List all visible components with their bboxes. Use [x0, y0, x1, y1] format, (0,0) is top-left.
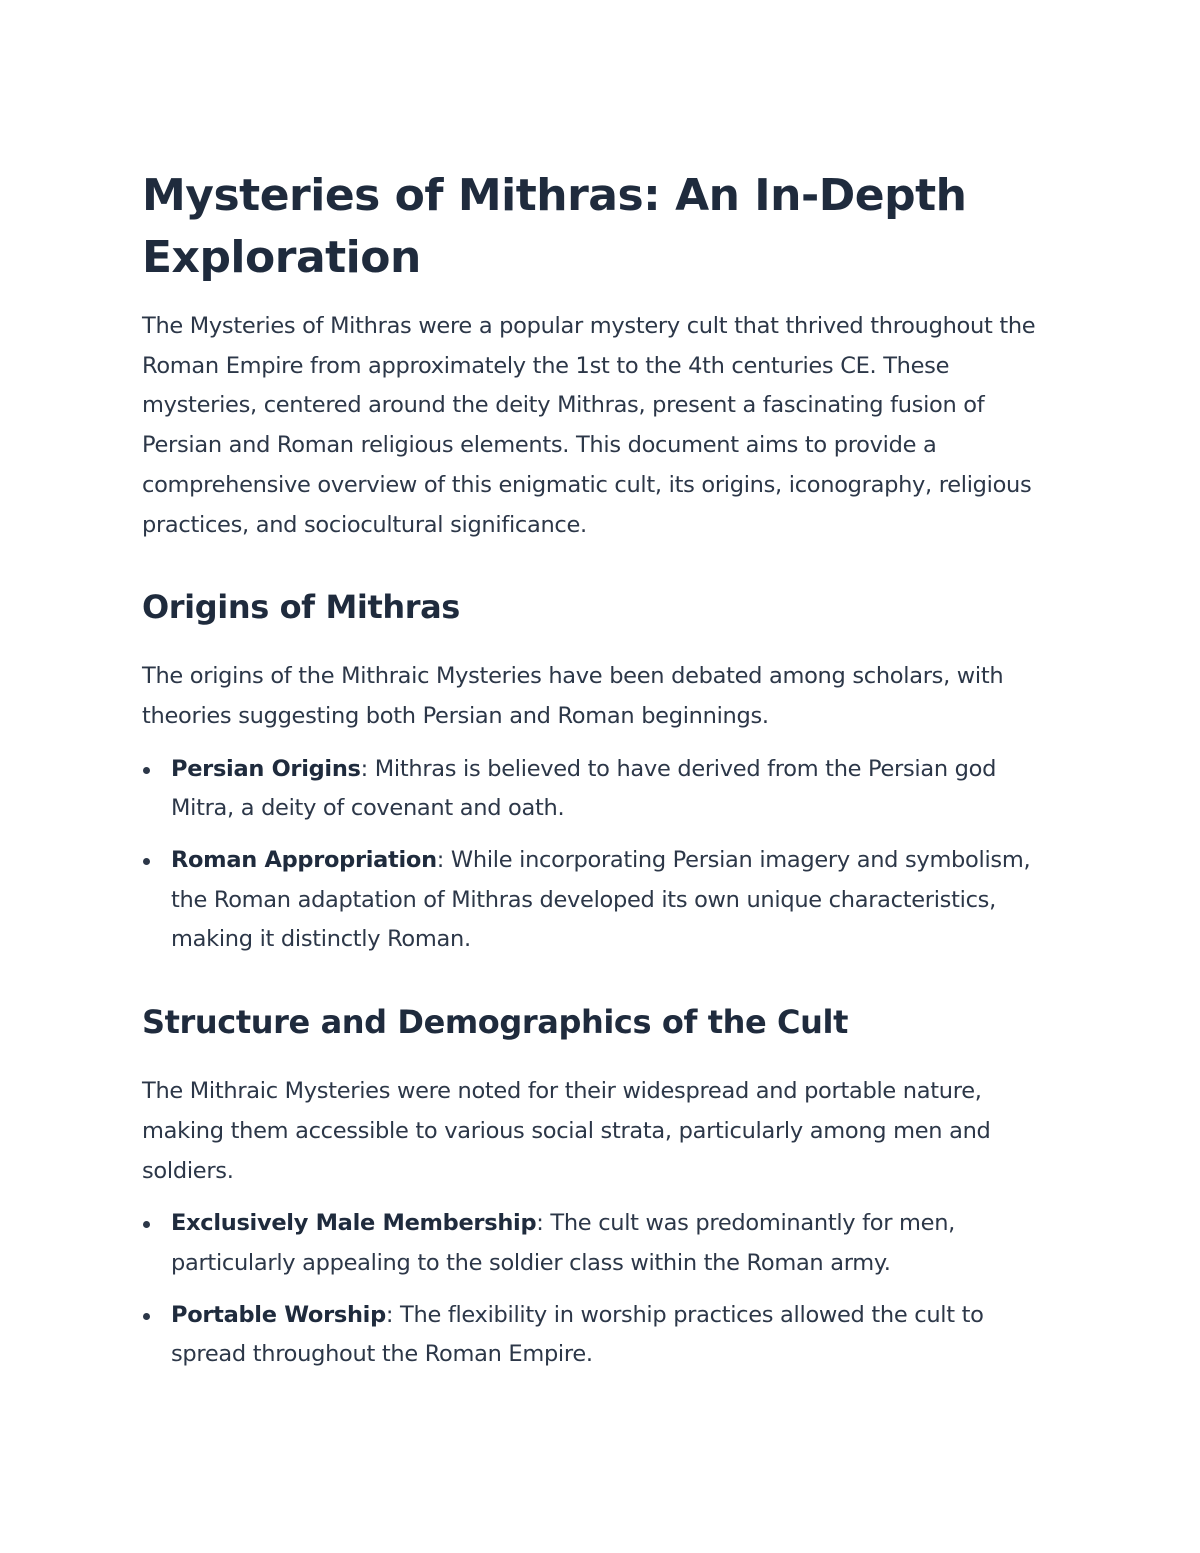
- document-page: [142, 165, 1062, 1375]
- bullet-icon: [143, 858, 150, 865]
- list-item: [142, 750, 1062, 829]
- bullet-list-origins: [142, 750, 1062, 961]
- list-item-text: : Mithras is believed to have derived from the Persian god Mitra, a deity of covenant and oath.: [171, 755, 997, 822]
- list-item-text: : The flexibility in worship practices allowed the cult to spread throughout the Roman Empire.: [171, 1301, 984, 1368]
- bullet-icon: [143, 1221, 150, 1228]
- section-paragraph-structure: The Mithraic Mysteries were noted for their widespread and portable nature, making them accessible to various social strata, particularly among men and soldiers.: [142, 1078, 991, 1184]
- section-paragraph-origins: The origins of the Mithraic Mysteries have been debated among scholars, with theories suggesting both Persian and Roman beginnings.: [142, 663, 1004, 729]
- page-title: Mysteries of Mithras: An In-Depth Exploration: [142, 170, 967, 283]
- bullet-list-structure: [142, 1204, 1062, 1375]
- list-item-term: Exclusively Male Membership: [171, 1210, 537, 1237]
- section-heading-origins: Origins of Mithras: [142, 588, 460, 627]
- list-item: [142, 841, 1062, 960]
- list-item-term: Roman Appropriation: [171, 847, 437, 874]
- list-item-term: Persian Origins: [171, 755, 361, 782]
- list-item-text: : While incorporating Persian imagery and symbolism, the Roman adaptation of Mithras developed its own unique characteristics, making it distinctly Roman.: [171, 847, 1031, 953]
- list-item: [142, 1296, 1062, 1375]
- section-heading-structure: Structure and Demographics of the Cult: [142, 1003, 848, 1042]
- list-item: [142, 1204, 1062, 1283]
- list-item-term: Portable Worship: [171, 1301, 386, 1328]
- list-item-text: : The cult was predominantly for men, particularly appealing to the soldier class within the Roman army.: [171, 1210, 956, 1276]
- bullet-icon: [143, 767, 150, 774]
- bullet-icon: [143, 1313, 150, 1320]
- intro-paragraph: The Mysteries of Mithras were a popular mystery cult that thrived throughout the Roman Empire from approximately the 1st to the 4th centuries CE. These mysteries, centered around the deity Mithras, present a fascinating fusion of Persian and Roman religious elements. This document aims to provide a comprehensive overview of this enigmatic cult, its origins, iconography, religious practices, and sociocultural significance.: [142, 313, 1036, 538]
